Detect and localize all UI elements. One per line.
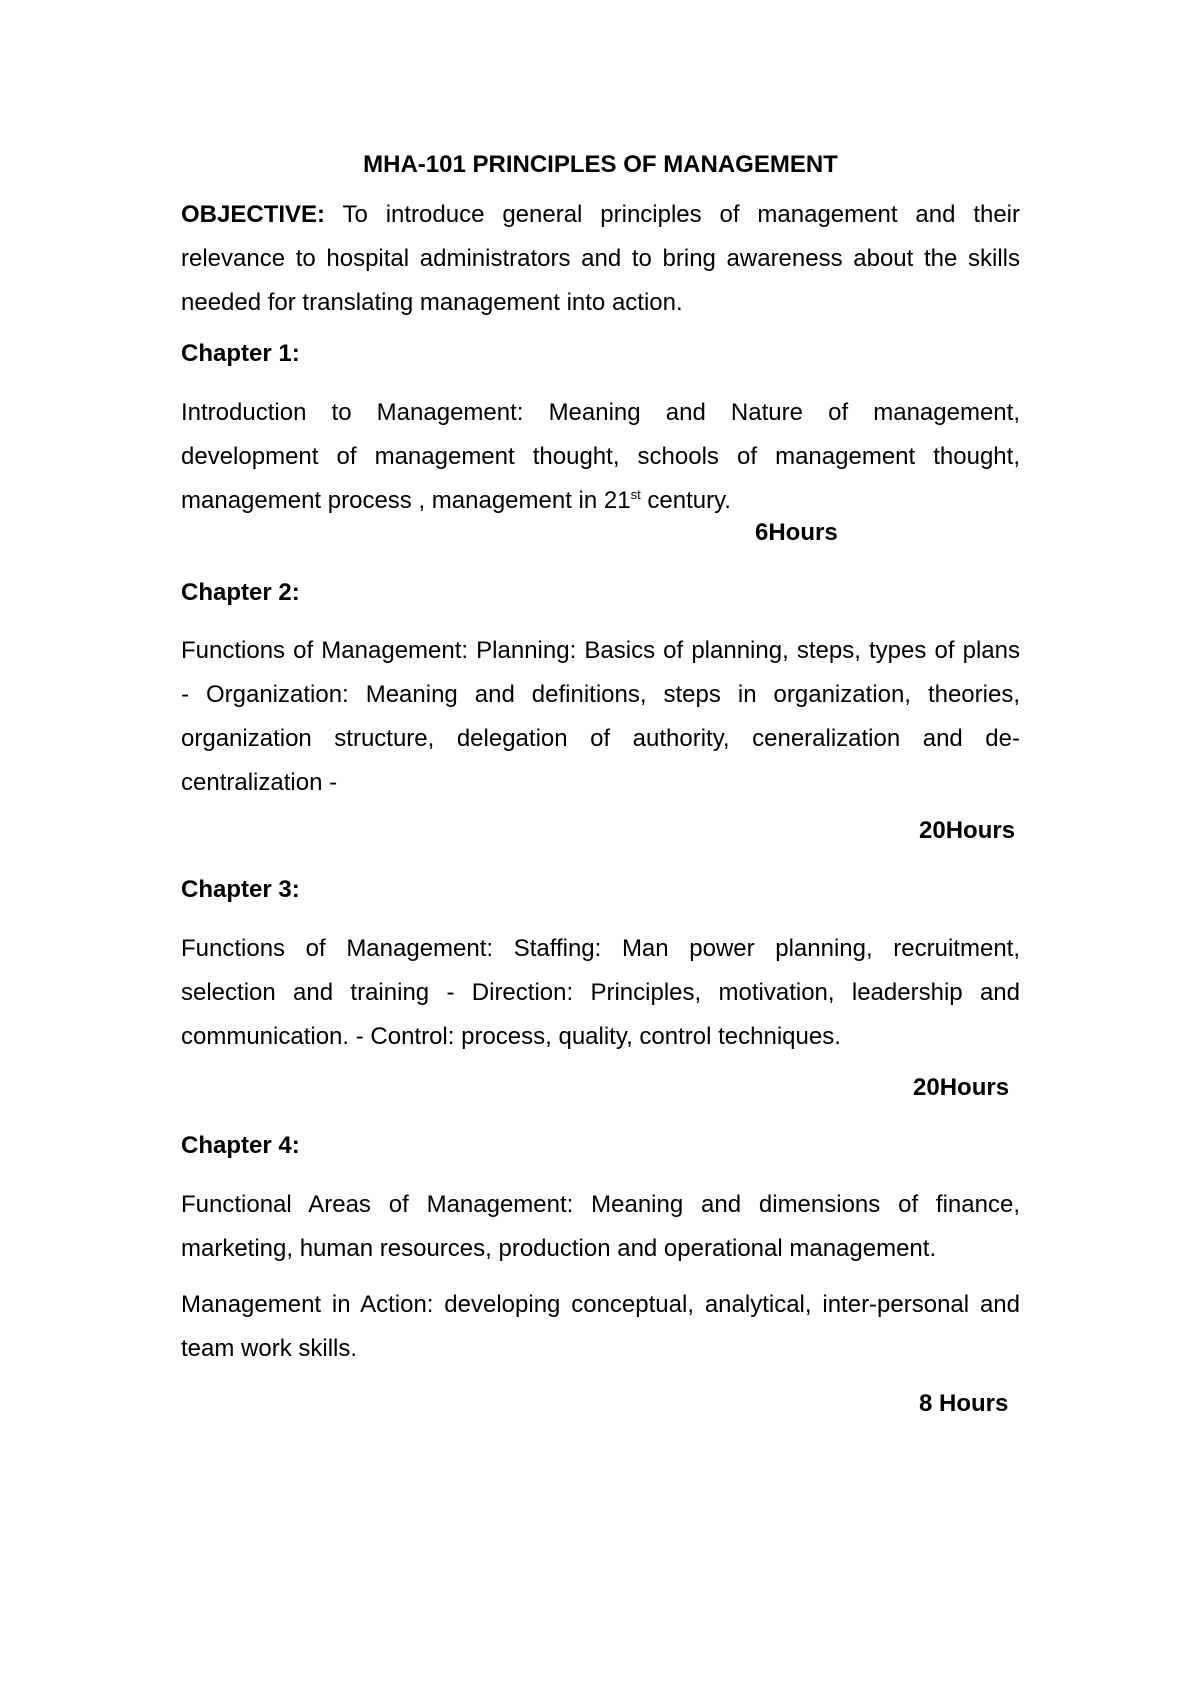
- chapter-2-heading: Chapter 2:: [181, 579, 300, 606]
- chapter-1-text: [181, 391, 1020, 523]
- chapter-4-heading: Chapter 4:: [181, 1132, 300, 1159]
- chapter-1-text-main: Introduction to Management: Meaning and Nature of management, development of management thought, schools of management thought, management process , management in 21: [181, 399, 1020, 514]
- chapter-3-heading: Chapter 3:: [181, 876, 300, 903]
- chapter-1-hours: 6Hours: [755, 519, 838, 546]
- chapter-1-heading: Chapter 1:: [181, 340, 300, 367]
- chapter-1-superscript: st: [630, 487, 641, 502]
- chapter-3-text: Functions of Management: Staffing: Man power planning, recruitment, selection and training - Direction: Principles, motivation, leadership and communication. - Control: process, quality, control techniques.: [181, 935, 1020, 1050]
- chapter-4-hours: 8 Hours: [919, 1390, 1009, 1417]
- chapter-4-text: Functional Areas of Management: Meaning and dimensions of finance, marketing, human resources, production and operational management.: [181, 1191, 1020, 1262]
- management-in-action-text: Management in Action: developing conceptual, analytical, inter-personal and team work skills.: [181, 1291, 1020, 1362]
- chapter-2-hours: 20Hours: [919, 817, 1016, 844]
- objective-label: OBJECTIVE:: [181, 201, 326, 228]
- objective-paragraph: [181, 193, 1020, 325]
- objective-text: To introduce general principles of management and their relevance to hospital administrators and to bring awareness about the skills needed for translating management into action.: [181, 201, 1021, 316]
- page-title: MHA-101 PRINCIPLES OF MANAGEMENT: [363, 151, 838, 178]
- chapter-2-text: Functions of Management: Planning: Basics of planning, steps, types of plans - Organization: Meaning and definitions, steps in organization, theories, organization structure, delegation of authority, ceneralization and de-centralization -: [181, 637, 1020, 796]
- chapter-3-hours: 20Hours: [913, 1074, 1010, 1101]
- chapter-1-text-tail: century.: [640, 487, 731, 514]
